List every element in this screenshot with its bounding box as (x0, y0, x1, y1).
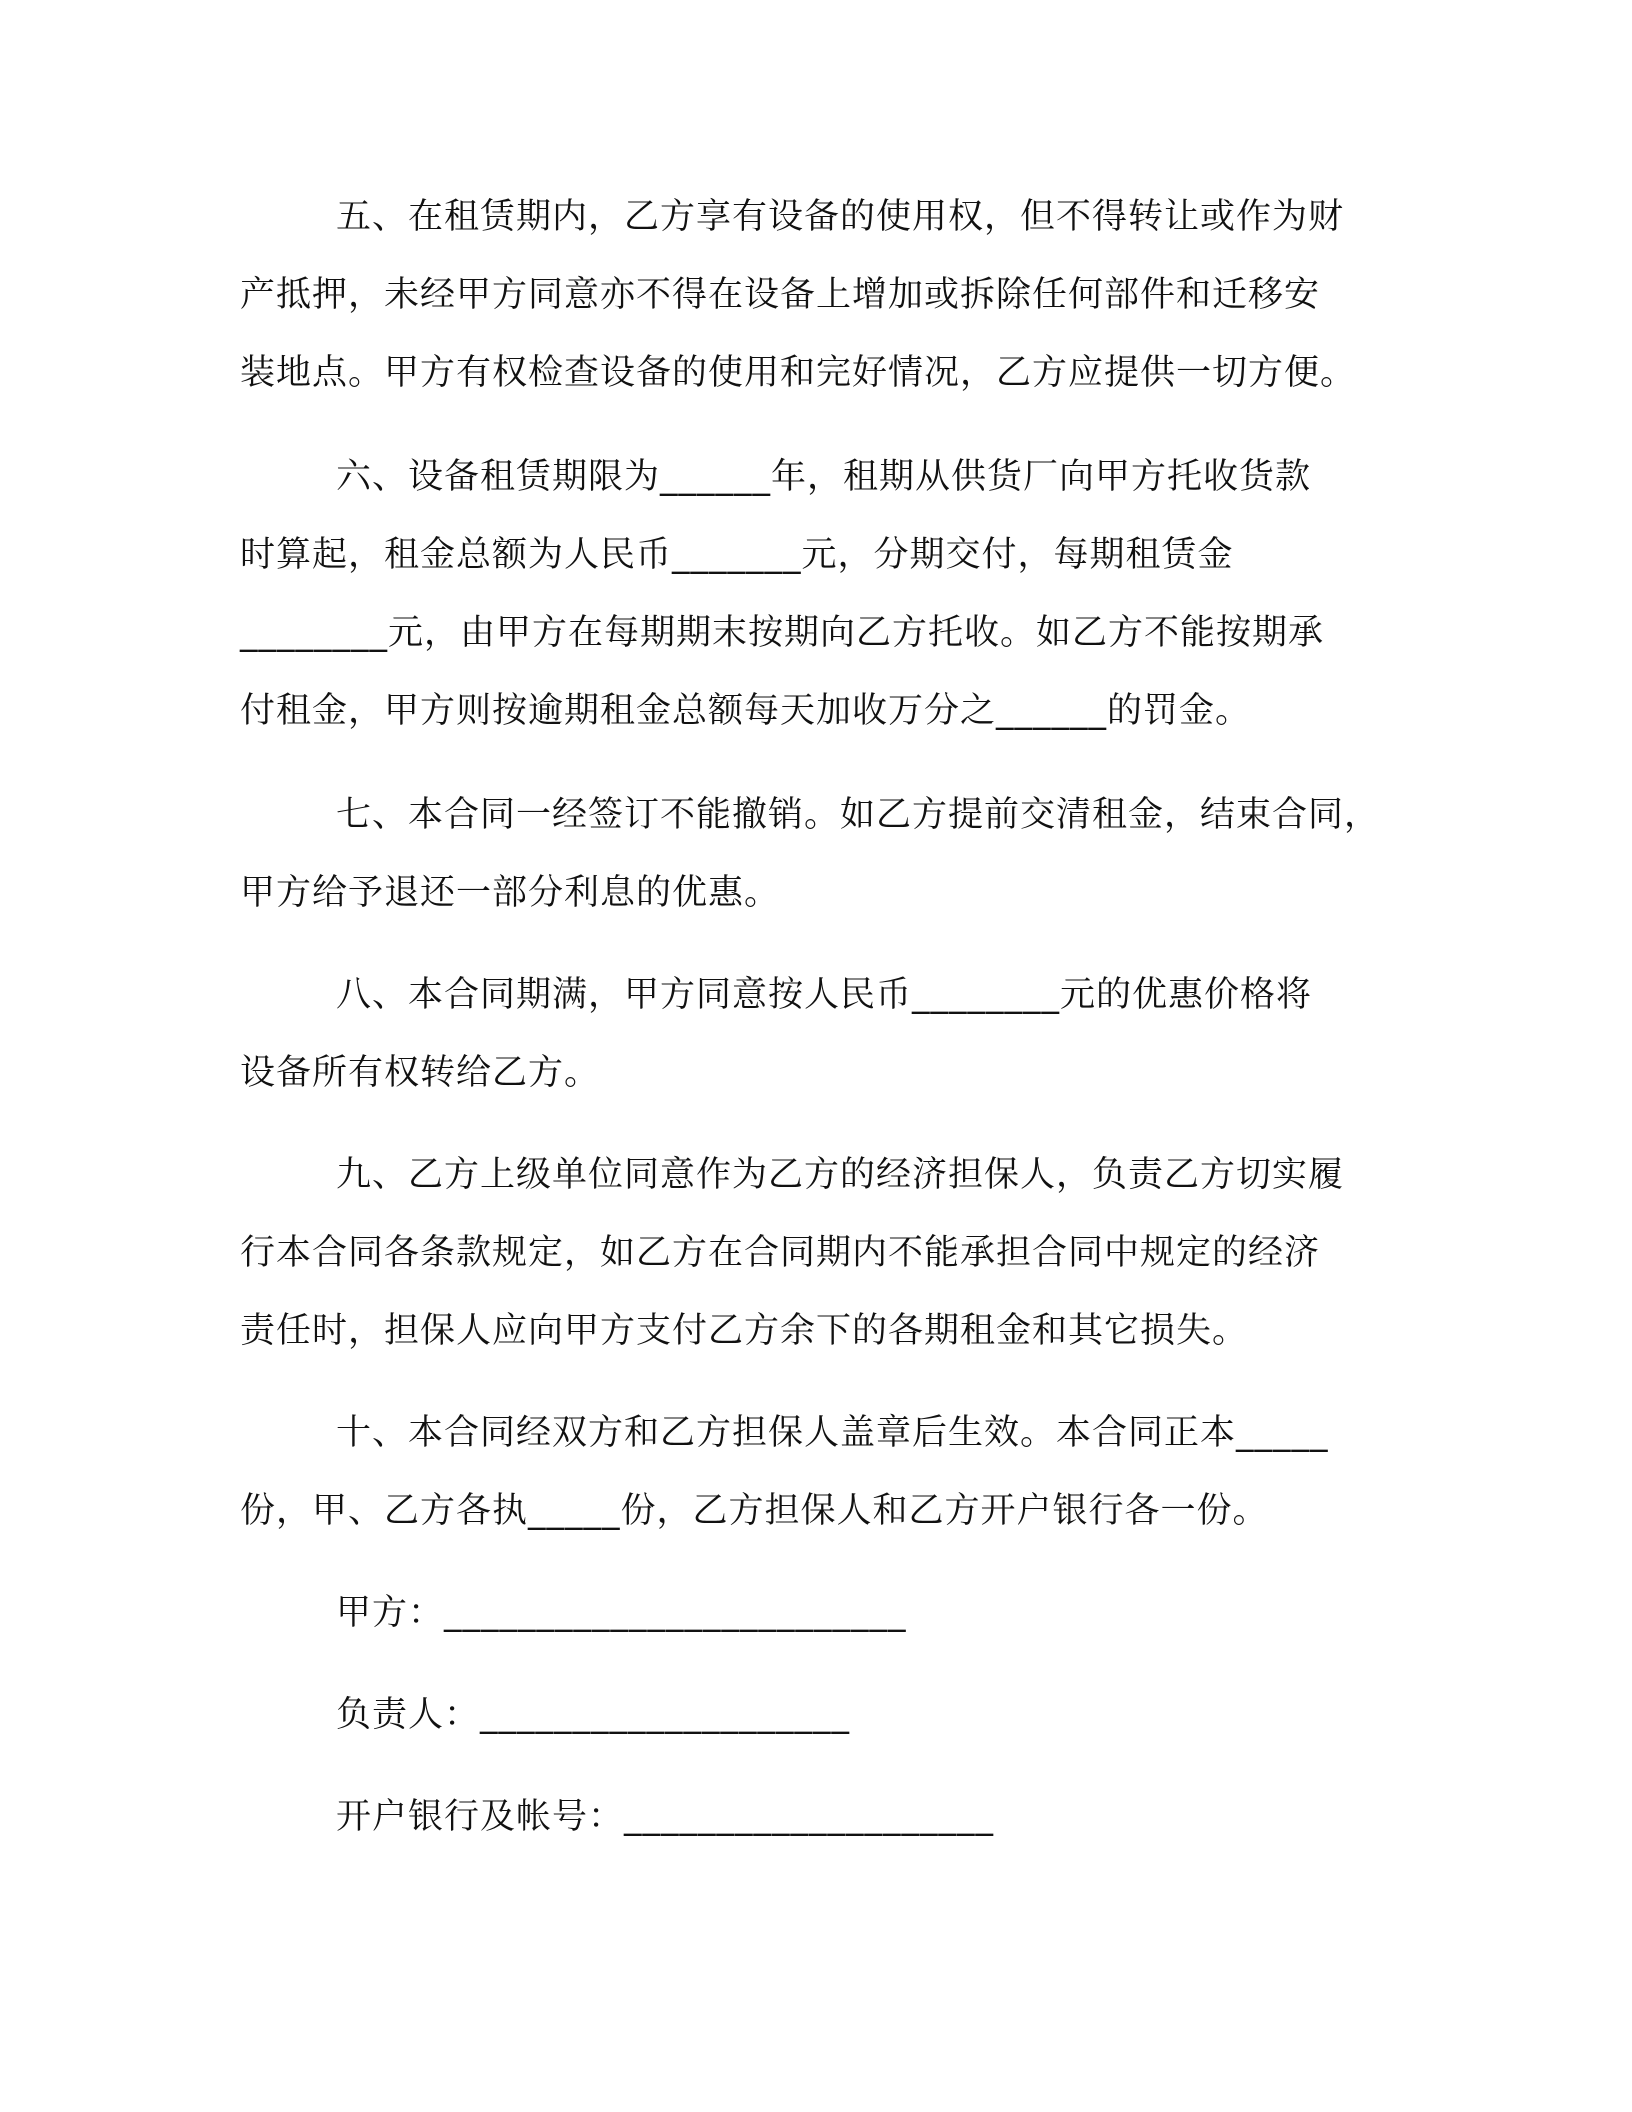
clause-7 (240, 776, 1410, 932)
clause-9 (240, 1136, 1410, 1370)
clause-line: 付租金，甲方则按逾期租金总额每天加收万分之______的罚金。 (240, 691, 1252, 731)
clause-line: 行本合同各条款规定，如乙方在合同期内不能承担合同中规定的经济 (240, 1233, 1321, 1273)
signature-responsible-person: 负责人：____________________ (336, 1695, 851, 1735)
clause-line: 份，甲、乙方各执_____份，乙方担保人和乙方开户银行各一份。 (240, 1491, 1269, 1531)
clause-line: ________元，由甲方在每期期末按期向乙方托收。如乙方不能按期承 (240, 613, 1325, 653)
clause-line: 设备所有权转给乙方。 (240, 1053, 601, 1093)
clause-line: 九、乙方上级单位同意作为乙方的经济担保人，负责乙方切实履 (336, 1155, 1345, 1195)
clause-line: 产抵押，未经甲方同意亦不得在设备上增加或拆除任何部件和迁移安 (240, 275, 1321, 315)
clause-line: 五、在租赁期内，乙方享有设备的使用权，但不得转让或作为财 (336, 197, 1345, 237)
clause-line: 责任时，担保人应向甲方支付乙方余下的各期租金和其它损失。 (240, 1311, 1249, 1351)
signature-party-a: 甲方：_________________________ (336, 1593, 907, 1633)
clause-line: 甲方给予退还一部分利息的优惠。 (240, 873, 781, 913)
clause-line: 装地点。甲方有权检查设备的使用和完好情况，乙方应提供一切方便。 (240, 353, 1357, 393)
clause-10 (240, 1394, 1410, 1550)
clause-line: 十、本合同经双方和乙方担保人盖章后生效。本合同正本_____ (336, 1413, 1329, 1453)
clause-8 (240, 956, 1410, 1112)
clause-line: 时算起，租金总额为人民币_______元，分期交付，每期租赁金 (240, 535, 1234, 575)
signature-bank-account: 开户银行及帐号：____________________ (336, 1797, 995, 1837)
clause-line: 八、本合同期满，甲方同意按人民币________元的优惠价格将 (336, 975, 1313, 1015)
clause-line: 六、设备租赁期限为______年，租期从供货厂向甲方托收货款 (336, 457, 1312, 497)
clause-line: 七、本合同一经签订不能撤销。如乙方提前交清租金，结束合同， (336, 795, 1381, 835)
clause-5 (240, 178, 1410, 412)
clause-6 (240, 438, 1410, 750)
